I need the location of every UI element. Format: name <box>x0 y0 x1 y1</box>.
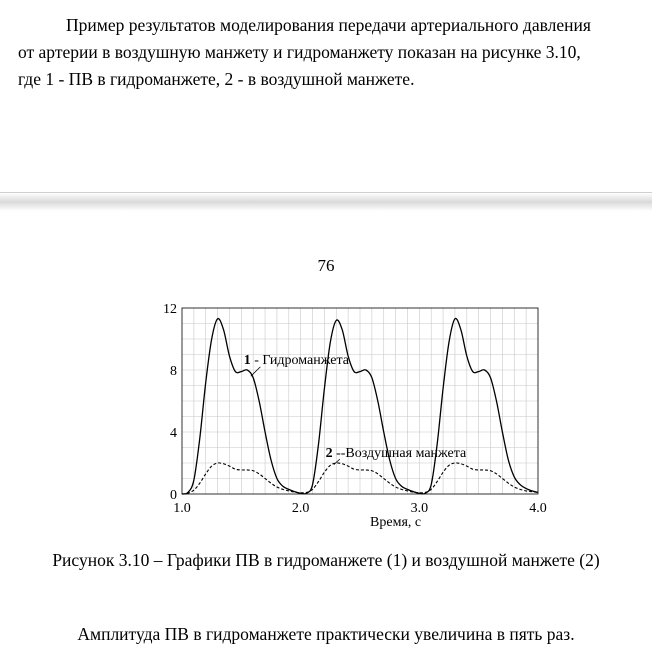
page-break-separator <box>0 192 652 211</box>
figure-caption: Рисунок 3.10 – Графики ПВ в гидроманжете (1) и воздушной манжете (2) <box>52 550 600 570</box>
intro-paragraph <box>18 12 638 93</box>
x-tick-label: 4.0 <box>529 501 547 516</box>
y-tick-label: 8 <box>170 364 177 379</box>
series-label-number: 2 <box>325 445 333 461</box>
x-tick-label: 1.0 <box>173 501 191 516</box>
series-label-leader <box>251 367 260 376</box>
intro-line-2: от артерии в воздушную манжету и гидроманжету показан на рисунке 3.10, <box>18 42 581 62</box>
x-tick-labels <box>173 501 547 516</box>
series-label-text: - Гидроманжета <box>250 352 349 368</box>
y-tick-labels <box>163 302 177 503</box>
y-tick-label: 12 <box>163 302 177 317</box>
series-label-text: --Воздушная манжета <box>332 445 467 461</box>
x-tick-label: 3.0 <box>410 501 429 516</box>
chart-grid <box>182 308 538 494</box>
page-number: 76 <box>317 256 335 275</box>
y-tick-label: 4 <box>170 426 177 441</box>
y-tick-label: 0 <box>170 488 177 503</box>
series-label <box>244 353 350 368</box>
closing-sentence: Амплитуда ПВ в гидроманжете практически увеличина в пять раз. <box>77 624 575 644</box>
intro-line-3: где 1 - ПВ в гидроманжете, 2 - в воздушной манжете. <box>18 69 415 89</box>
series-label-number: 1 <box>243 352 251 368</box>
x-tick-label: 2.0 <box>291 501 310 516</box>
pressure-wave-chart <box>150 296 550 536</box>
intro-line-1: Пример результатов моделирования передачи артериального давления <box>66 15 591 35</box>
x-axis-label: Время, с <box>370 515 422 530</box>
series-label <box>326 446 467 461</box>
